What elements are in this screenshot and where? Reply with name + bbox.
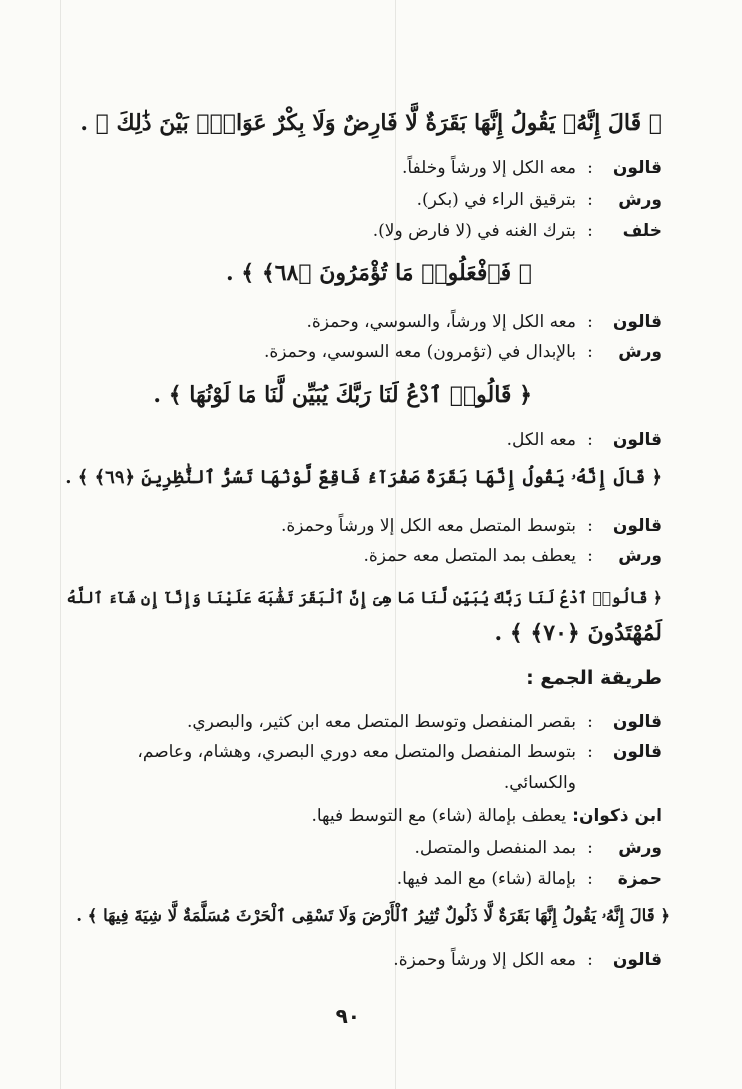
reading-text: معه الكل. <box>506 430 576 450</box>
separator: : <box>587 516 593 536</box>
reading-text: يعطف بإمالة (شاء) مع التوسط فيها. <box>311 806 567 826</box>
reader-name: ورش <box>618 190 662 210</box>
reading-line <box>402 158 662 178</box>
reader-name: حمزة <box>617 869 662 889</box>
separator: : <box>587 869 593 889</box>
reading-line <box>137 742 662 762</box>
reading-line <box>415 838 662 858</box>
separator: : <box>587 158 593 178</box>
reader-name: قالون <box>612 742 662 762</box>
reading-line <box>397 869 662 889</box>
reading-text: بتوسط المتصل معه الكل إلا ورشاً وحمزة. <box>280 516 576 536</box>
reading-text: بالإبدال في (تؤمرون) معه السوسي، وحمزة. <box>263 342 576 362</box>
quran-verse: ﴿ قَالَ إِنَّهُۥ يَقُولُ إِنَّهَا بَقَرَةٌ لَّا ذَلُولٌ تُثِيرُ ٱلْأَرْضَ وَلَا تَسْقِى ٱلْحَرْثَ مُسَلَّمَةٌ لَّا شِيَةَ فِيهَا ﴾ . <box>76 906 670 925</box>
reader-name: ورش <box>618 342 662 362</box>
reading-line <box>364 546 663 566</box>
quran-verse: ﴿ فَٱفْعَلُوا۟ مَا تُؤْمَرُونَ ﴿٦٨﴾ ﴾ . <box>225 260 532 286</box>
reader-name: قالون <box>612 516 662 536</box>
reading-line <box>373 221 662 241</box>
reader-name: قالون <box>612 158 662 178</box>
reading-line <box>187 712 662 732</box>
reading-line <box>306 312 662 332</box>
reader-name: قالون <box>612 312 662 332</box>
separator: : <box>587 342 593 362</box>
reading-line <box>311 806 662 826</box>
reading-text: معه الكل إلا ورشاً وخلفاً. <box>402 158 576 178</box>
separator: : <box>587 546 593 566</box>
reading-line <box>281 516 662 536</box>
reader-name: قالون <box>612 430 662 450</box>
quran-verse: ﴿ قَالُوا۟ ٱدْعُ لَنَا رَبَّكَ يُبَيِّن لَّنَا مَا هِىَ إِنَّ ٱلْبَقَرَ تَشَٰبَهَ عَلَيْنَا وَإِنَّآ إِن شَآءَ ٱللَّهُ <box>66 588 662 607</box>
quran-verse-continuation: لَمُهْتَدُونَ ﴿٧٠﴾ ﴾ . <box>494 620 662 646</box>
page-number: ٩٠ <box>335 1004 360 1028</box>
separator: : <box>587 221 593 241</box>
reading-text: يعطف بمد المتصل معه حمزة. <box>363 546 576 566</box>
separator: : <box>587 950 593 970</box>
separator: : <box>587 838 593 858</box>
reader-name: قالون <box>612 950 662 970</box>
reader-name: ورش <box>618 546 662 566</box>
reading-text: معه الكل إلا ورشاً وحمزة. <box>393 950 576 970</box>
quran-verse: ﴿ قَالُوا۟ ٱدْعُ لَنَا رَبَّكَ يُبَيِّن لَّنَا مَا لَوْنُهَا ﴾ . <box>153 382 532 408</box>
reading-text: بمد المنفصل والمتصل. <box>414 838 576 858</box>
reader-name: ورش <box>618 838 662 858</box>
reader-name: ابن ذكوان: <box>572 806 662 826</box>
reading-text: بترقيق الراء في (بكر). <box>416 190 576 210</box>
quran-verse: ﴿ قَالَ إِنَّهُۥ يَقُولُ إِنَّهَا بَقَرَةٌ لَّا فَارِضٌ وَلَا بِكْرٌ عَوَانٌۢ بَيْنَ ذَٰلِكَ ﴾ . <box>80 110 662 136</box>
reading-text: بترك الغنه في (لا فارض ولا). <box>372 221 576 241</box>
separator: : <box>587 190 593 210</box>
reading-line <box>264 342 662 362</box>
separator: : <box>587 312 593 332</box>
separator: : <box>587 430 593 450</box>
section-heading: طريقة الجمع : <box>526 667 662 689</box>
reading-text: بقصر المنفصل وتوسط المتصل معه ابن كثير، والبصري. <box>186 712 576 732</box>
quran-verse: ﴿ قَالَ إِنَّهُۥ يَقُولُ إِنَّهَا بَقَرَةٌ صَفْرَآءُ فَاقِعٌ لَّوْنُهَا تَسُرُّ ٱلنَّٰظِرِينَ ﴿٦٩﴾ ﴾ . <box>65 467 662 488</box>
reading-text: بإمالة (شاء) مع المد فيها. <box>396 869 576 889</box>
reading-line <box>417 190 662 210</box>
separator: : <box>587 712 593 732</box>
reading-text: بتوسط المنفصل والمتصل معه دوري البصري، وهشام، وعاصم، <box>137 742 576 762</box>
reading-line-continuation: والكسائي. <box>503 773 576 793</box>
separator: : <box>587 742 593 762</box>
reading-line <box>393 950 662 970</box>
reader-name: قالون <box>612 712 662 732</box>
reading-text: معه الكل إلا ورشاً، والسوسي، وحمزة. <box>306 312 576 332</box>
reader-name: خلف <box>622 221 662 241</box>
reading-line <box>507 430 662 450</box>
